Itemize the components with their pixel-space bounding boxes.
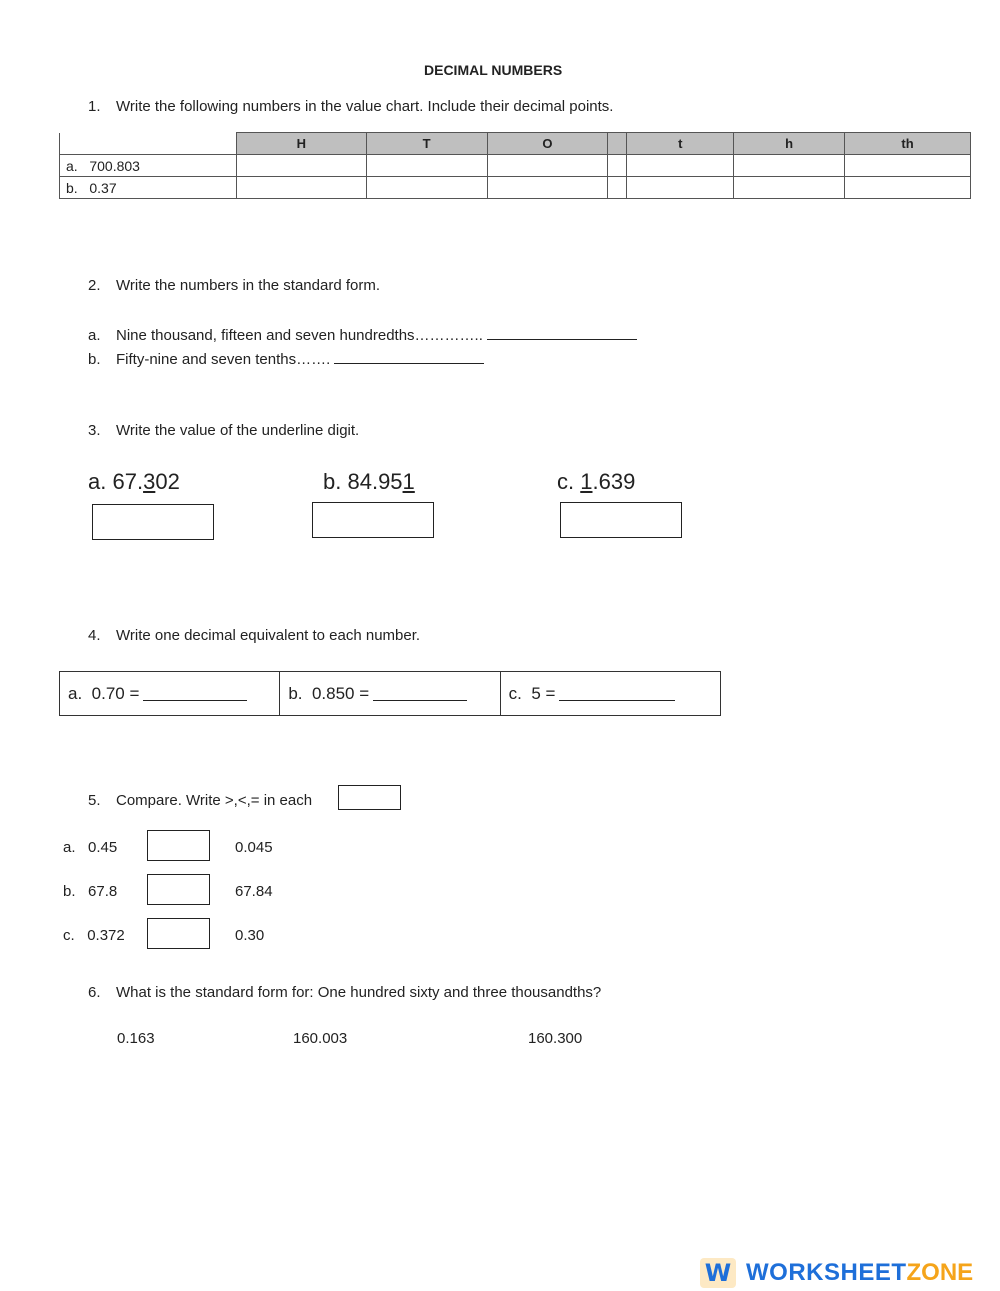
option-3[interactable]: 160.300 xyxy=(528,1030,583,1047)
equivalents-table xyxy=(59,671,721,716)
answer-cell[interactable] xyxy=(608,155,627,177)
equivalent-cell xyxy=(60,672,280,715)
q2-item-b xyxy=(88,349,484,368)
question-text: Write the numbers in the standard form. xyxy=(116,277,381,294)
left-value: 67.8 xyxy=(88,883,118,900)
question-1 xyxy=(88,98,613,115)
answer-blank[interactable] xyxy=(334,349,484,364)
question-number: 5. xyxy=(88,792,101,809)
answer-cell[interactable] xyxy=(487,177,608,199)
logo-text-b: ZONE xyxy=(906,1259,974,1286)
question-3 xyxy=(88,422,359,439)
item-letter: b. xyxy=(63,883,76,900)
answer-box[interactable] xyxy=(92,504,214,540)
answer-cell[interactable] xyxy=(236,155,366,177)
answer-cell[interactable] xyxy=(608,177,627,199)
question-6 xyxy=(88,984,601,1001)
item-letter: a. xyxy=(63,839,76,856)
underlined-digit: 1 xyxy=(402,469,415,494)
row-label xyxy=(60,177,237,199)
compare-item-c xyxy=(63,927,125,944)
row-value: 700.803 xyxy=(89,157,140,174)
question-number: 3. xyxy=(88,422,101,439)
item-letter: c. xyxy=(63,927,75,944)
answer-cell[interactable] xyxy=(845,177,971,199)
question-number: 2. xyxy=(88,277,101,294)
answer-cell[interactable] xyxy=(845,155,971,177)
answer-cell[interactable] xyxy=(734,177,845,199)
answer-blank[interactable] xyxy=(143,686,247,701)
q3-item-a xyxy=(88,469,180,495)
item-letter: a. xyxy=(88,327,101,344)
logo-text-a: WORKSHEET xyxy=(746,1259,907,1286)
option-1[interactable]: 0.163 xyxy=(117,1030,155,1047)
item-text: 0.70 = xyxy=(91,683,140,703)
item-letter: b. xyxy=(323,469,342,494)
answer-blank[interactable] xyxy=(487,325,637,340)
answer-cell[interactable] xyxy=(366,177,487,199)
q3-item-c xyxy=(557,469,635,495)
q3-item-b xyxy=(323,469,415,495)
right-value: 67.84 xyxy=(235,883,273,900)
question-text: Write the following numbers in the value chart. Include their decimal points. xyxy=(116,98,614,115)
row-letter: a. xyxy=(66,157,78,174)
worksheetzone-logo xyxy=(700,1256,973,1290)
answer-cell[interactable] xyxy=(236,177,366,199)
answer-box[interactable] xyxy=(312,502,434,538)
underlined-digit: 1 xyxy=(580,469,593,494)
number-part: 67. xyxy=(112,469,144,494)
question-5 xyxy=(88,792,312,809)
header-thousandths: th xyxy=(845,133,971,155)
header-ones: O xyxy=(487,133,608,155)
row-value: 0.37 xyxy=(89,179,117,196)
question-text: What is the standard form for: One hundred sixty and three thousandths? xyxy=(116,984,602,1001)
number-part: .639 xyxy=(592,469,636,494)
question-text: Write one decimal equivalent to each number. xyxy=(116,627,421,644)
item-text: 5 = xyxy=(531,683,556,703)
answer-cell[interactable] xyxy=(734,155,845,177)
item-letter: b. xyxy=(288,683,303,703)
header-tenths: t xyxy=(627,133,734,155)
item-text: Nine thousand, fifteen and seven hundredths………….. xyxy=(116,327,483,344)
question-4 xyxy=(88,627,420,644)
header-blank-cell xyxy=(60,133,237,155)
question-2 xyxy=(88,277,380,294)
example-box xyxy=(338,785,401,810)
left-value: 0.45 xyxy=(88,839,118,856)
header-tens: T xyxy=(366,133,487,155)
item-letter: a. xyxy=(68,683,83,703)
question-text: Write the value of the underline digit. xyxy=(116,422,360,439)
header-decimal-point xyxy=(608,133,627,155)
answer-cell[interactable] xyxy=(627,177,734,199)
item-letter: b. xyxy=(88,351,101,368)
item-text: Fifty-nine and seven tenths……. xyxy=(116,351,331,368)
equivalent-cell xyxy=(501,672,720,715)
underlined-digit: 3 xyxy=(143,469,156,494)
question-number: 4. xyxy=(88,627,101,644)
left-value: 0.372 xyxy=(87,927,125,944)
question-number: 1. xyxy=(88,98,101,115)
item-letter: c. xyxy=(508,683,522,703)
row-label xyxy=(60,155,237,177)
answer-cell[interactable] xyxy=(487,155,608,177)
value-chart-header-row xyxy=(60,133,971,155)
value-chart xyxy=(59,132,971,199)
compare-item-a xyxy=(63,839,117,856)
answer-cell[interactable] xyxy=(627,155,734,177)
answer-blank[interactable] xyxy=(559,686,675,701)
header-hundreds: H xyxy=(236,133,366,155)
answer-blank[interactable] xyxy=(373,686,467,701)
compare-box[interactable] xyxy=(147,830,210,861)
right-value: 0.045 xyxy=(235,839,273,856)
answer-cell[interactable] xyxy=(366,155,487,177)
question-number: 6. xyxy=(88,984,101,1001)
right-value: 0.30 xyxy=(235,927,265,944)
option-2[interactable]: 160.003 xyxy=(293,1030,348,1047)
answer-box[interactable] xyxy=(560,502,682,538)
question-text: Compare. Write >,<,= in each xyxy=(116,792,313,809)
row-letter: b. xyxy=(66,179,78,196)
table-row xyxy=(60,155,971,177)
header-hundredths: h xyxy=(734,133,845,155)
compare-box[interactable] xyxy=(147,874,210,905)
logo-mark-icon: W xyxy=(700,1258,736,1288)
compare-box[interactable] xyxy=(147,918,210,949)
number-part: 02 xyxy=(155,469,180,494)
item-text: 0.850 = xyxy=(311,683,370,703)
equivalent-cell xyxy=(280,672,500,715)
item-letter: a. xyxy=(88,469,107,494)
q2-item-a xyxy=(88,325,637,344)
number-part: 84.95 xyxy=(347,469,403,494)
table-row xyxy=(60,177,971,199)
page-title: DECIMAL NUMBERS xyxy=(424,62,563,78)
item-letter: c. xyxy=(557,469,575,494)
compare-item-b xyxy=(63,883,117,900)
